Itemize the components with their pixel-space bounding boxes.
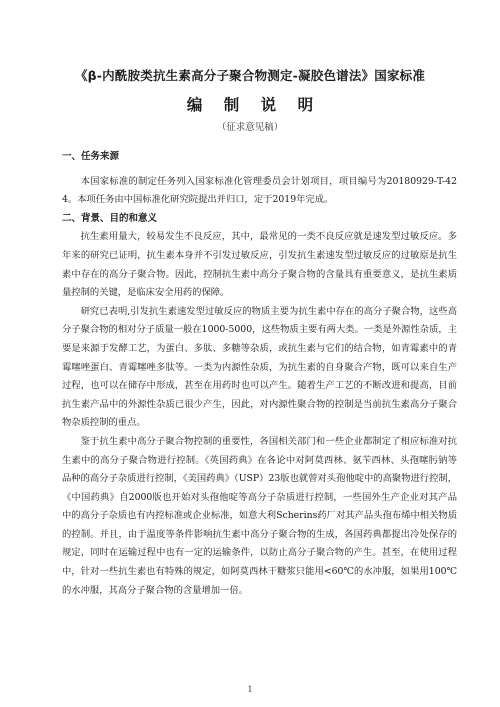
- section-task-source: [62, 148, 457, 210]
- section-heading: 一、任务来源: [62, 151, 120, 162]
- paragraph: 抗生素用量大，较易发生不良反应，其中，最常见的一类不良反应就是速发型过敏反应。多年来的研究已证明，抗生素本身并不引发过敏反应，引发抗生素速发型过敏反应的过敏原是抗生素中存在的高分子聚合物。因此，控制抗生素中高分子聚合物的含量具有重要意义，是抗生素质量控制的关键，是临床安全用药的保障。: [62, 231, 457, 299]
- document-status-note: （征求意见稿）: [216, 122, 284, 133]
- document-body: [62, 148, 457, 600]
- paragraph: 本国家标准的制定任务列入国家标准化管理委员会计划项目，项目编号为20180929-T-424。本项任务由中国标准化研究院提出并归口，定于2019年完成。: [62, 175, 457, 206]
- section-heading: 二、背景、目的和意义: [62, 212, 158, 224]
- document-title: 《β-内酰胺类抗生素高分子聚合物测定-凝胶色谱法》国家标准: [74, 68, 426, 83]
- document-subtitle: 编 制 说 明: [186, 96, 322, 114]
- paragraph: 鉴于抗生素中高分子聚合物控制的重要性，各国相关部门和一些企业都制定了相应标准对抗生素中的高分子聚合物进行控制。《英国药典》在各论中对阿莫西林、氨苄西林、头孢噻肟钠等品种的高分子杂质进行控制，《美国药典》（USP）23版也就曾对头孢他啶中的高聚物进行控制，《中国药典》自2000版也开始对头孢他啶等高分子杂质进行控制，一些国外生产企业对其产品中的高分子杂质也有内控标准或企业标准，如意大利Scherins药厂对其产品头孢布烯中相关物质的控制。并且，由于温度等条件影响抗生素中高分子聚合物的生成，各国药典都提出冷处保存的规定，同时在运输过程中也有一定的运输条件，以防止高分子聚合物的产生。甚至，在使用过程中，针对一些抗生素也有特殊的规定，如阿莫西林干糖浆只能用<60℃的水冲服，如果用100℃的水冲服，其高分子聚合物的含量增加一倍。: [62, 435, 457, 596]
- page-number: 1: [247, 685, 253, 694]
- paragraph: 研究已表明,引发抗生素速发型过敏反应的物质主要为抗生素中存在的高分子聚合物，这些高分子聚合物的相对分子质量一般在1000-5000，这些物质主要有两大类。一类是外源性杂质，主要是来源于发酵工艺，为蛋白、多肽、多糖等杂质，或抗生素与它们的结合物，如青霉素中的青霉噻唑蛋白、青霉噻唑多肽等。一类为内源性杂质，为抗生素的自身聚合产物，既可以来自生产过程，也可以在储存中形成，甚至在用药时也可以产生。随着生产工艺的不断改进和提高，目前抗生素产品中的外源性杂质已很少产生，因此，对内源性聚合物的控制是当前抗生素高分子聚合物杂质控制的重点。: [62, 305, 457, 429]
- section-background: [62, 210, 457, 600]
